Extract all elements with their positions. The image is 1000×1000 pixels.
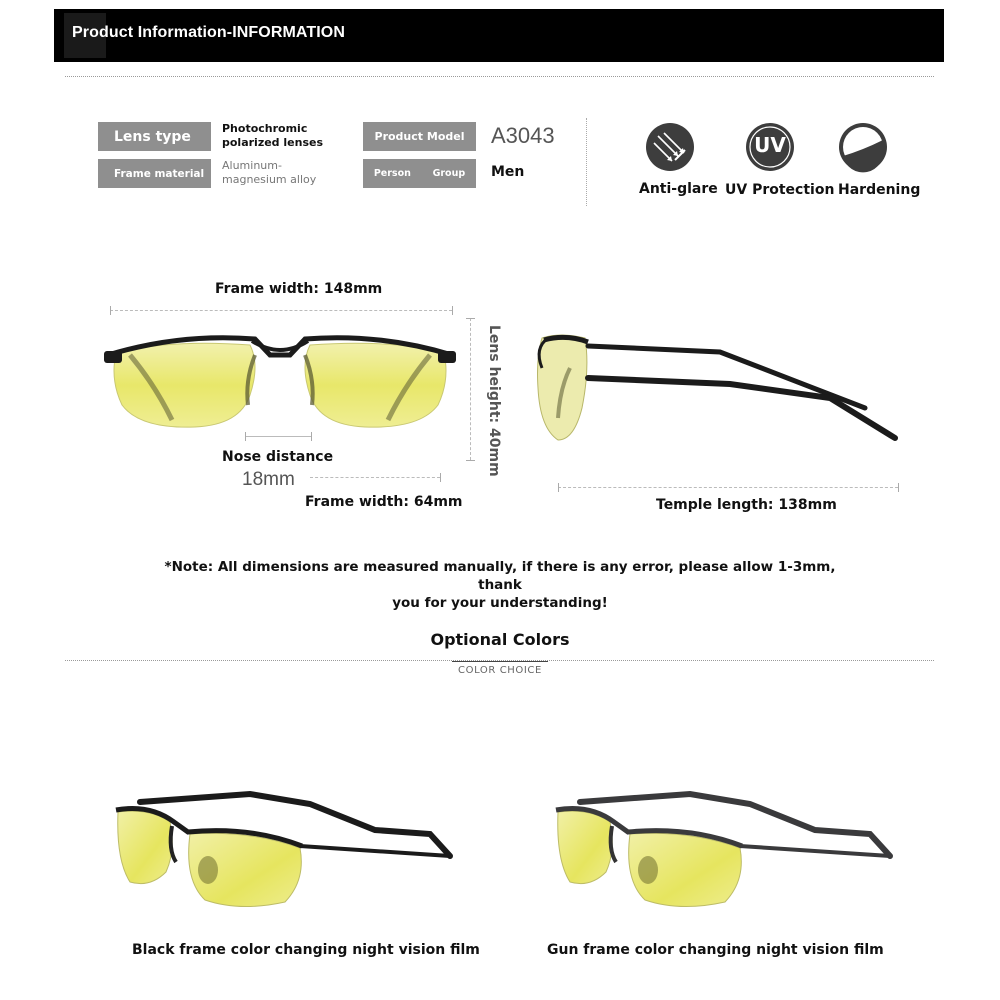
lens-height-line — [470, 318, 471, 460]
temple-tick-left — [558, 483, 559, 492]
temple-length-line — [558, 487, 898, 488]
person-label: Person — [373, 168, 411, 179]
divider-top — [65, 76, 934, 77]
anti-glare-icon — [645, 122, 695, 172]
lens-type-value — [222, 122, 323, 150]
note-line1: *Note: All dimensions are measured manually, if there is any error, please allow 1-3mm, thank — [164, 559, 836, 593]
nose-distance-label: Nose distance — [222, 449, 334, 465]
frame-width-lens-label: Frame width: 64mm — [305, 494, 463, 510]
frame-width-tick-left — [110, 306, 111, 315]
lens-width-tick-right — [440, 473, 441, 482]
frame-width-total-label: Frame width: 148mm — [215, 281, 383, 297]
nose-tick-left — [245, 432, 246, 441]
lens-height-label: Lens height: 40mm — [486, 325, 502, 477]
lens-height-label-wrap — [482, 325, 508, 477]
lens-type-value-line1: Photochromic — [222, 122, 308, 135]
black-frame-sunglasses[interactable] — [110, 790, 460, 915]
frame-material-value-line2: magnesium alloy — [222, 173, 317, 186]
specs-divider — [586, 118, 587, 206]
color-choice-subtitle: COLOR CHOICE — [458, 665, 542, 676]
product-model-tag: Product Model — [363, 122, 476, 151]
nose-distance-line — [245, 436, 311, 437]
lens-type-tag: Lens type — [98, 122, 211, 151]
nose-distance-value: 18mm — [242, 469, 295, 490]
black-frame-caption: Black frame color changing night vision film — [132, 942, 480, 958]
lens-type-value-line2: polarized lenses — [222, 136, 324, 149]
product-model-value: A3043 — [491, 123, 555, 148]
nose-tick-right — [311, 432, 312, 441]
optional-colors-title: Optional Colors — [430, 630, 570, 649]
frame-material-tag: Frame material — [98, 159, 211, 188]
lens-height-tick-bottom — [466, 460, 475, 461]
frame-material-value — [222, 159, 316, 187]
measurement-note — [150, 558, 850, 612]
color-choice-underline — [452, 661, 548, 662]
frame-width-tick-right — [452, 306, 453, 315]
temple-length-label: Temple length: 138mm — [656, 497, 837, 513]
lens-width-line — [310, 477, 440, 478]
person-group-tag — [363, 159, 476, 188]
gun-frame-sunglasses[interactable] — [550, 790, 900, 915]
person-group-value: Men — [491, 164, 525, 180]
hardening-icon — [838, 122, 888, 172]
group-label: Group — [432, 168, 466, 179]
frame-material-value-line1: Aluminum- — [222, 159, 282, 172]
uv-protection-label: UV Protection — [725, 182, 835, 198]
temple-tick-right — [898, 483, 899, 492]
front-view-sunglasses — [100, 325, 460, 435]
gun-frame-caption: Gun frame color changing night vision film — [547, 942, 884, 958]
lens-height-tick-top — [466, 318, 475, 319]
uv-glyph: UV — [754, 133, 786, 157]
page-title: Product Information-INFORMATION — [72, 24, 345, 41]
frame-width-total-line — [110, 310, 452, 311]
hardening-label: Hardening — [838, 182, 921, 198]
anti-glare-label: Anti-glare — [639, 181, 718, 197]
note-line2: you for your understanding! — [392, 595, 608, 611]
side-view-sunglasses — [530, 328, 900, 448]
